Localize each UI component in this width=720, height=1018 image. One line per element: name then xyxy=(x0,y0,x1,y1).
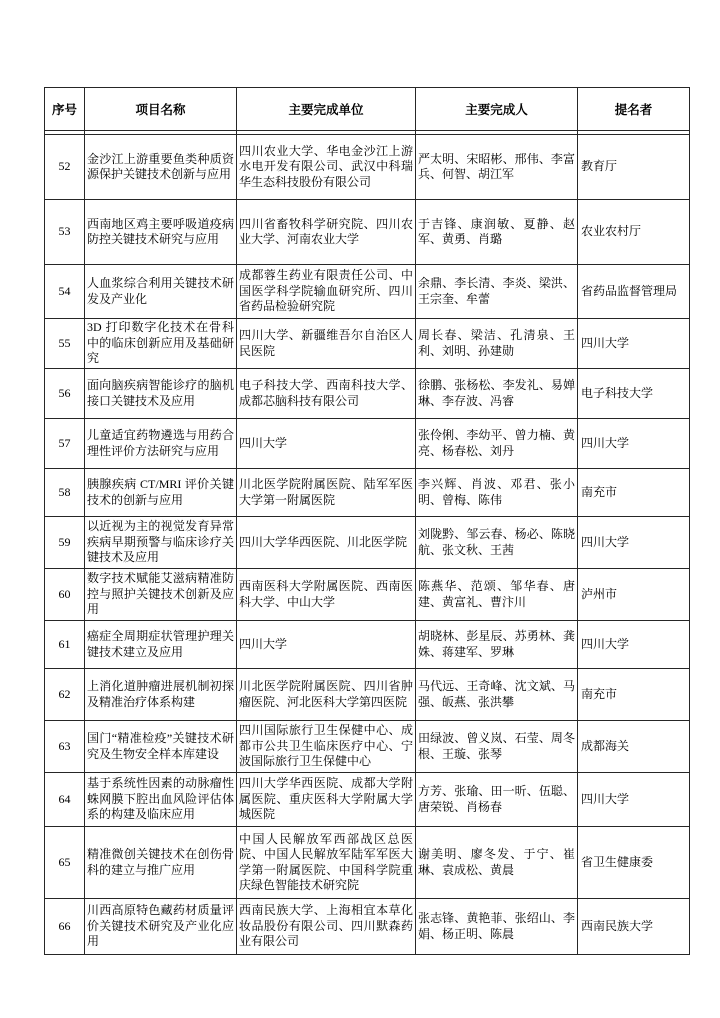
table-row xyxy=(45,419,690,469)
cell-people: 于吉锋、康润敏、夏静、赵军、黄勇、肖璐 xyxy=(416,200,578,265)
cell-people: 张伶俐、李幼平、曾力楠、黄亮、杨春松、刘丹 xyxy=(416,419,578,469)
cell-nominator: 省药品监督管理局 xyxy=(578,265,690,319)
cell-seq: 53 xyxy=(45,200,85,265)
table-row xyxy=(45,200,690,265)
header-cell-project-name: 项目名称 xyxy=(85,88,237,131)
table-row xyxy=(45,517,690,569)
cell-nominator: 成都海关 xyxy=(578,721,690,773)
cell-seq: 65 xyxy=(45,827,85,899)
cell-nominator: 南充市 xyxy=(578,469,690,517)
cell-nominator: 四川大学 xyxy=(578,517,690,569)
cell-units: 四川省畜牧科学研究院、四川农业大学、河南农业大学 xyxy=(237,200,416,265)
cell-project-name: 基于系统性因素的动脉瘤性蛛网膜下腔出血风险评估体系的构建及临床应用 xyxy=(85,773,237,827)
cell-people: 方芳、张瑜、田一昕、伍聪、唐荣锐、肖杨春 xyxy=(416,773,578,827)
header-row xyxy=(45,88,690,131)
cell-people: 刘陇黔、邹云春、杨必、陈晓航、张文秋、王茜 xyxy=(416,517,578,569)
table-row xyxy=(45,569,690,621)
cell-seq: 63 xyxy=(45,721,85,773)
cell-nominator: 省卫生健康委 xyxy=(578,827,690,899)
cell-units: 四川农业大学、华电金沙江上游水电开发有限公司、武汉中科瑞华生态科技股份有限公司 xyxy=(237,135,416,200)
cell-seq: 62 xyxy=(45,669,85,721)
cell-units: 电子科技大学、西南科技大学、成都芯脑科技有限公司 xyxy=(237,369,416,419)
cell-project-name: 儿童适宜药物遴选与用药合理性评价方法研究与应用 xyxy=(85,419,237,469)
table-row xyxy=(45,899,690,955)
cell-seq: 55 xyxy=(45,319,85,369)
cell-seq: 61 xyxy=(45,621,85,669)
header-cell-people: 主要完成人 xyxy=(416,88,578,131)
cell-people: 余鼎、李长清、李炎、梁洪、王宗奎、牟蕾 xyxy=(416,265,578,319)
cell-seq: 52 xyxy=(45,135,85,200)
cell-people: 陈燕华、范颂、邹华春、唐建、黄富礼、曹汴川 xyxy=(416,569,578,621)
cell-units: 川北医学院附属医院、四川省肿瘤医院、河北医科大学第四医院 xyxy=(237,669,416,721)
cell-nominator: 泸州市 xyxy=(578,569,690,621)
cell-nominator: 西南民族大学 xyxy=(578,899,690,955)
cell-project-name: 西南地区鸡主要呼吸道疫病防控关键技术研究与应用 xyxy=(85,200,237,265)
cell-people: 胡晓林、彭星辰、苏勇林、龚姝、蒋建军、罗琳 xyxy=(416,621,578,669)
awards-table xyxy=(44,87,690,955)
table-row xyxy=(45,721,690,773)
cell-units: 西南医科大学附属医院、西南医科大学、中山大学 xyxy=(237,569,416,621)
table-row xyxy=(45,621,690,669)
cell-people: 李兴辉、肖波、邓君、张小明、曾梅、陈伟 xyxy=(416,469,578,517)
cell-seq: 64 xyxy=(45,773,85,827)
cell-nominator: 农业农村厅 xyxy=(578,200,690,265)
cell-project-name: 胰腺疾病 CT/MRI 评价关键技术的创新与应用 xyxy=(85,469,237,517)
cell-units: 四川大学 xyxy=(237,621,416,669)
cell-project-name: 人血浆综合利用关键技术研发及产业化 xyxy=(85,265,237,319)
cell-project-name: 精准微创关键技术在创伤骨科的建立与推广应用 xyxy=(85,827,237,899)
cell-people: 张志锋、黄艳菲、张绍山、李娟、杨正明、陈晨 xyxy=(416,899,578,955)
cell-people: 田绿波、曾义岚、石莹、周冬根、王璇、张琴 xyxy=(416,721,578,773)
cell-seq: 56 xyxy=(45,369,85,419)
table-row xyxy=(45,265,690,319)
cell-project-name: 以近视为主的视觉发育异常疾病早期预警与临床诊疗关键技术及应用 xyxy=(85,517,237,569)
cell-units: 西南民族大学、上海相宜本草化妆品股份有限公司、四川默森药业有限公司 xyxy=(237,899,416,955)
cell-project-name: 3D 打印数字化技术在骨科中的临床创新应用及基础研究 xyxy=(85,319,237,369)
cell-seq: 66 xyxy=(45,899,85,955)
cell-seq: 60 xyxy=(45,569,85,621)
cell-people: 谢美明、廖冬发、于宁、崔琳、袁成松、黄晨 xyxy=(416,827,578,899)
cell-project-name: 上消化道肿瘤进展机制初探及精准治疗体系构建 xyxy=(85,669,237,721)
cell-project-name: 金沙江上游重要鱼类种质资源保护关键技术创新与应用 xyxy=(85,135,237,200)
cell-seq: 58 xyxy=(45,469,85,517)
cell-units: 四川大学、新疆维吾尔自治区人民医院 xyxy=(237,319,416,369)
table-row xyxy=(45,469,690,517)
cell-project-name: 国门“精准检疫”关键技术研究及生物安全样本库建设 xyxy=(85,721,237,773)
cell-seq: 54 xyxy=(45,265,85,319)
cell-nominator: 四川大学 xyxy=(578,319,690,369)
cell-nominator: 教育厅 xyxy=(578,135,690,200)
header-cell-seq: 序号 xyxy=(45,88,85,131)
table-row xyxy=(45,827,690,899)
cell-units: 四川国际旅行卫生保健中心、成都市公共卫生临床医疗中心、宁波国际旅行卫生保健中心 xyxy=(237,721,416,773)
cell-nominator: 电子科技大学 xyxy=(578,369,690,419)
cell-project-name: 癌症全周期症状管理护理关键技术建立及应用 xyxy=(85,621,237,669)
cell-people: 马代远、王奇峰、沈文斌、马强、皈燕、张洪攀 xyxy=(416,669,578,721)
table-row xyxy=(45,319,690,369)
cell-project-name: 面向脑疾病智能诊疗的脑机接口关键技术及应用 xyxy=(85,369,237,419)
cell-units: 四川大学 xyxy=(237,419,416,469)
cell-project-name: 数字技术赋能艾滋病精准防控与照护关键技术创新及应用 xyxy=(85,569,237,621)
cell-units: 川北医学院附属医院、陆军军医大学第一附属医院 xyxy=(237,469,416,517)
cell-people: 徐鹏、张杨松、李发礼、易婵琳、李存波、冯睿 xyxy=(416,369,578,419)
cell-units: 中国人民解放军西部战区总医院、中国人民解放军陆军军医大学第一附属医院、中国科学院重庆绿色智能技术研究院 xyxy=(237,827,416,899)
cell-seq: 57 xyxy=(45,419,85,469)
table-row xyxy=(45,669,690,721)
table-row xyxy=(45,773,690,827)
cell-seq: 59 xyxy=(45,517,85,569)
cell-people: 严太明、宋昭彬、邢伟、李富兵、何智、胡江军 xyxy=(416,135,578,200)
cell-project-name: 川西高原特色藏药材质量评价关键技术研究及产业化应用 xyxy=(85,899,237,955)
cell-nominator: 四川大学 xyxy=(578,773,690,827)
cell-people: 周长春、梁洁、孔清泉、王利、刘明、孙建勋 xyxy=(416,319,578,369)
cell-units: 四川大学华西医院、川北医学院 xyxy=(237,517,416,569)
cell-units: 成都蓉生药业有限责任公司、中国医学科学院输血研究所、四川省药品检验研究院 xyxy=(237,265,416,319)
cell-units: 四川大学华西医院、成都大学附属医院、重庆医科大学附属大学城医院 xyxy=(237,773,416,827)
table-row xyxy=(45,135,690,200)
header-cell-nominator: 提名者 xyxy=(578,88,690,131)
cell-nominator: 四川大学 xyxy=(578,621,690,669)
cell-nominator: 四川大学 xyxy=(578,419,690,469)
cell-nominator: 南充市 xyxy=(578,669,690,721)
table-row xyxy=(45,369,690,419)
header-cell-units: 主要完成单位 xyxy=(237,88,416,131)
